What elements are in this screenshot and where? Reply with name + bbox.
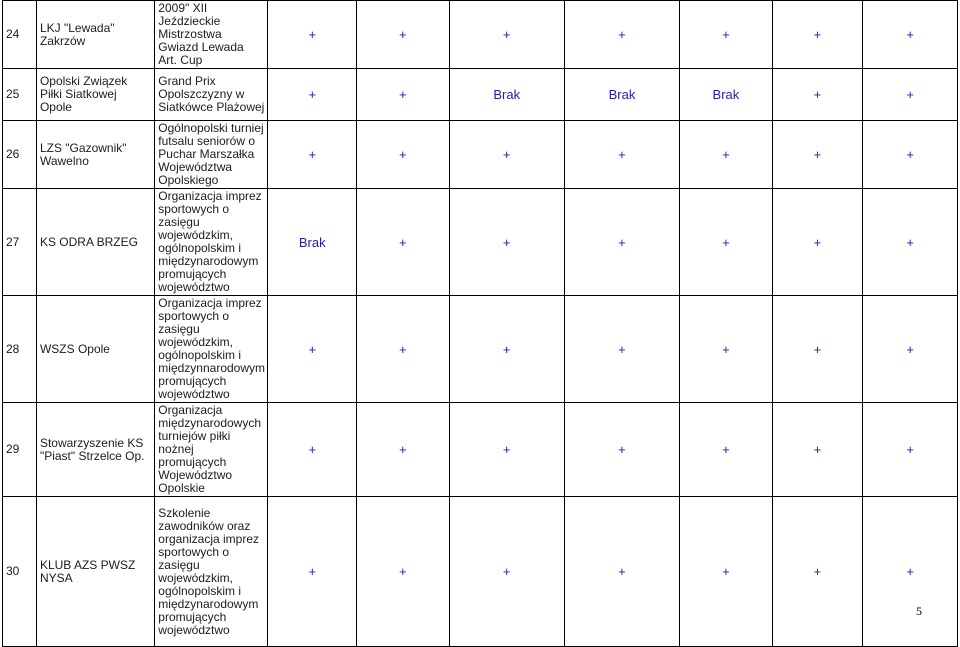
task-description: Ogólnopolski turniej futsalu seniorów o Puchar Marszałka Województwa Opolskiego bbox=[155, 121, 268, 189]
evaluation-mark: + bbox=[680, 497, 773, 647]
evaluation-mark: + bbox=[356, 296, 449, 403]
evaluation-mark: + bbox=[772, 1, 863, 69]
evaluation-mark: + bbox=[268, 296, 357, 403]
evaluation-mark: + bbox=[564, 296, 679, 403]
evaluation-mark: + bbox=[268, 121, 357, 189]
evaluation-mark: + bbox=[268, 403, 357, 497]
table-row bbox=[3, 1, 958, 69]
evaluation-mark: + bbox=[564, 403, 679, 497]
applications-table bbox=[2, 0, 958, 647]
evaluation-mark: + bbox=[449, 296, 564, 403]
evaluation-mark: + bbox=[772, 403, 863, 497]
evaluation-mark: + bbox=[863, 189, 958, 296]
organization-name: KLUB AZS PWSZ NYSA bbox=[36, 497, 154, 647]
evaluation-mark: + bbox=[863, 403, 958, 497]
task-description: Grand Prix Opolszczyzny w Siatkówce Plażowej bbox=[155, 69, 268, 121]
evaluation-mark: Brak bbox=[564, 69, 679, 121]
task-description: Szkolenie zawodników oraz organizacja imprez sportowych o zasięgu wojewódzkim, ogólnopolskim i międzynarodowym promujących województwo bbox=[155, 497, 268, 647]
evaluation-mark: + bbox=[564, 497, 679, 647]
evaluation-mark: + bbox=[680, 121, 773, 189]
evaluation-mark: + bbox=[356, 121, 449, 189]
evaluation-mark: + bbox=[564, 121, 679, 189]
evaluation-mark: + bbox=[772, 497, 863, 647]
table-row bbox=[3, 189, 958, 296]
organization-name: KS ODRA BRZEG bbox=[36, 189, 154, 296]
evaluation-mark: + bbox=[268, 1, 357, 69]
evaluation-mark: Brak bbox=[268, 189, 357, 296]
evaluation-mark: + bbox=[449, 497, 564, 647]
evaluation-mark: + bbox=[268, 497, 357, 647]
row-number: 28 bbox=[3, 296, 37, 403]
page-number: 5 bbox=[916, 604, 922, 618]
evaluation-mark: + bbox=[680, 296, 773, 403]
table-row bbox=[3, 403, 958, 497]
evaluation-mark: + bbox=[772, 121, 863, 189]
row-number: 25 bbox=[3, 69, 37, 121]
evaluation-mark: Brak bbox=[680, 69, 773, 121]
table-row bbox=[3, 497, 958, 647]
row-number: 29 bbox=[3, 403, 37, 497]
organization-name: LZS "Gazownik" Wawelno bbox=[36, 121, 154, 189]
evaluation-mark: + bbox=[863, 296, 958, 403]
organization-name: LKJ "Lewada" Zakrzów bbox=[36, 1, 154, 69]
evaluation-mark: + bbox=[564, 1, 679, 69]
evaluation-mark: + bbox=[356, 497, 449, 647]
table-row bbox=[3, 69, 958, 121]
task-description: Organizacja imprez sportowych o zasięgu wojewódzkim, ogólnopolskim i międzynnarodowym promujących województwo bbox=[155, 296, 268, 403]
task-description: Organizacja imprez sportowych o zasięgu wojewódzkim, ogólnopolskim i międzynarodowym promujących województwo bbox=[155, 189, 268, 296]
evaluation-mark: + bbox=[863, 497, 958, 647]
evaluation-mark: + bbox=[449, 403, 564, 497]
row-number: 26 bbox=[3, 121, 37, 189]
evaluation-mark: + bbox=[863, 121, 958, 189]
evaluation-mark: + bbox=[268, 69, 357, 121]
evaluation-mark: + bbox=[863, 1, 958, 69]
evaluation-mark: + bbox=[356, 1, 449, 69]
evaluation-mark: + bbox=[680, 189, 773, 296]
table-row bbox=[3, 121, 958, 189]
evaluation-mark: + bbox=[449, 189, 564, 296]
evaluation-mark: + bbox=[680, 1, 773, 69]
evaluation-mark: + bbox=[680, 403, 773, 497]
evaluation-mark: + bbox=[772, 69, 863, 121]
evaluation-mark: + bbox=[449, 1, 564, 69]
row-number: 30 bbox=[3, 497, 37, 647]
evaluation-mark: + bbox=[772, 189, 863, 296]
table-row bbox=[3, 296, 958, 403]
evaluation-mark: + bbox=[772, 296, 863, 403]
organization-name: Opolski Związek Piłki Siatkowej Opole bbox=[36, 69, 154, 121]
evaluation-mark: + bbox=[564, 189, 679, 296]
organization-name: WSZS Opole bbox=[36, 296, 154, 403]
organization-name: Stowarzyszenie KS "Piast" Strzelce Op. bbox=[36, 403, 154, 497]
row-number: 27 bbox=[3, 189, 37, 296]
evaluation-mark: + bbox=[863, 69, 958, 121]
evaluation-mark: + bbox=[449, 121, 564, 189]
table-body bbox=[3, 1, 958, 647]
evaluation-mark: + bbox=[356, 403, 449, 497]
evaluation-mark: + bbox=[356, 189, 449, 296]
task-description: Organizacja międzynarodowych turniejów piłki nożnej promujących Województwo Opolskie bbox=[155, 403, 268, 497]
task-description: 2009" XII Jeździeckie Mistrzostwa Gwiazd Lewada Art. Cup bbox=[155, 1, 268, 69]
evaluation-mark: Brak bbox=[449, 69, 564, 121]
evaluation-mark: + bbox=[356, 69, 449, 121]
row-number: 24 bbox=[3, 1, 37, 69]
